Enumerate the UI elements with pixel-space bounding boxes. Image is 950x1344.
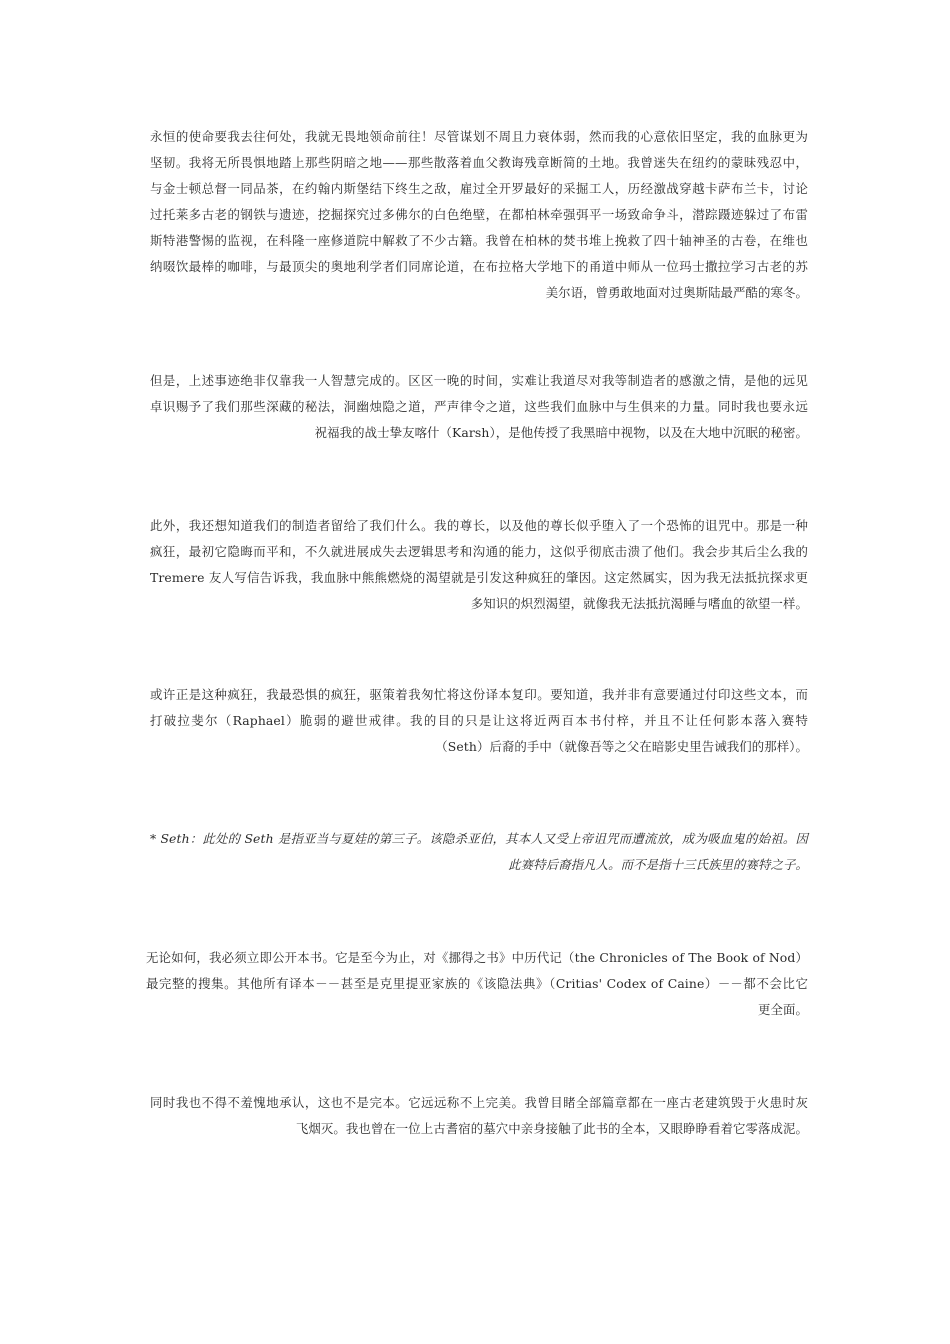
text-line: 过托莱多古老的钢铁与遗迹，挖掘探究过多佛尔的白色绝壁，在都柏林牵强弭平一场致命争斗，潜踪蹑迹躲过了布雷 <box>150 207 808 222</box>
text-line: 打破拉斐尔（Raphael）脆弱的避世戒律。我的目的只是让这将近两百本书付梓，并且不让任何影本落入赛特 <box>150 713 808 728</box>
text-line: 此赛特后裔指凡人。而不是指十三氏族里的赛特之子。 <box>508 857 808 872</box>
paragraph-madness <box>150 513 808 617</box>
text-line: 坚韧。我将无所畏惧地踏上那些阴暗之地——那些散落着血父教诲残章断简的土地。我曾迷失在纽约的蒙昧残忍中， <box>150 155 808 170</box>
text-line: 卓识赐予了我们那些深藏的秘法，洞幽烛隐之道，严声律令之道，这些我们血脉中与生俱来的力量。同时我也要永远 <box>150 399 808 414</box>
paragraph-incomplete <box>150 1090 808 1142</box>
footnote-seth <box>150 826 808 878</box>
text-line: 或许正是这种疯狂，我最恐惧的疯狂，驱策着我匆忙将这份译本复印。要知道，我并非有意要通过付印这些文本，而 <box>150 687 808 702</box>
text-line: 最完整的搜集。其他所有译本－－甚至是克里提亚家族的《该隐法典》（Critias' Codex of Caine）－－都不会比它 <box>146 976 808 991</box>
text-line: 美尔语，曾勇敢地面对过奥斯陆最严酷的寒冬。 <box>545 285 808 300</box>
text-line: 飞烟灭。我也曾在一位上古耆宿的墓穴中亲身接触了此书的全本，又眼睁睁看着它零落成泥。 <box>295 1121 808 1136</box>
paragraph-reprint <box>150 682 808 760</box>
paragraph-publication <box>146 945 808 1023</box>
text-line: 疯狂，最初它隐晦而平和，不久就进展成失去逻辑思考和沟通的能力，这似乎彻底击溃了他们。我会步其后尘么我的 <box>150 544 808 559</box>
text-line: （Seth）后裔的手中（就像吾等之父在暗影史里告诫我们的那样）。 <box>435 739 808 754</box>
text-line: * Seth：此处的 Seth 是指亚当与夏娃的第三子。该隐杀亚伯，其本人又受上帝诅咒而遭流放，成为吸血鬼的始祖。因 <box>150 831 808 846</box>
paragraph-gratitude <box>150 368 808 446</box>
text-line: 纳啜饮最棒的咖啡，与最顶尖的奥地利学者们同席论道，在布拉格大学地下的甬道中师从一位玛士撒拉学习古老的苏 <box>150 259 808 274</box>
paragraph-mission <box>150 124 808 306</box>
text-line: 斯特港警惕的监视，在科隆一座修道院中解救了不少古籍。我曾在柏林的焚书堆上挽救了四十轴神圣的古卷，在维也 <box>150 233 808 248</box>
text-line: 但是，上述事迹绝非仅靠我一人智慧完成的。区区一晚的时间，实难让我道尽对我等制造者的感激之情，是他的远见 <box>150 373 808 388</box>
text-line: 同时我也不得不羞愧地承认，这也不是完本。它远远称不上完美。我曾目睹全部篇章都在一座古老建筑毁于火患时灰 <box>150 1095 808 1110</box>
text-line: 与金士顿总督一同品茶，在约翰内斯堡结下终生之敌，雇过全开罗最好的采掘工人，历经激战穿越卡萨布兰卡，讨论 <box>150 181 808 196</box>
text-line: 永恒的使命要我去往何处，我就无畏地领命前往！尽管谋划不周且力衰体弱，然而我的心意依旧坚定，我的血脉更为 <box>150 129 808 144</box>
text-line: 更全面。 <box>758 1002 808 1017</box>
text-line: 祝福我的战士挚友喀什（Karsh），是他传授了我黑暗中视物，以及在大地中沉眠的秘密。 <box>314 425 808 440</box>
text-line: 此外，我还想知道我们的制造者留给了我们什么。我的尊长，以及他的尊长似乎堕入了一个恐怖的诅咒中。那是一种 <box>150 518 808 533</box>
text-line: Tremere 友人写信告诉我，我血脉中熊熊燃烧的渴望就是引发这种疯狂的肇因。这定然属实，因为我无法抵抗探求更 <box>150 570 808 585</box>
text-line: 多知识的炽烈渴望，就像我无法抵抗渴睡与嗜血的欲望一样。 <box>470 596 808 611</box>
text-line: 无论如何，我必须立即公开本书。它是至今为止，对《挪得之书》中历代记（the Chronicles of The Book of Nod） <box>146 950 808 965</box>
